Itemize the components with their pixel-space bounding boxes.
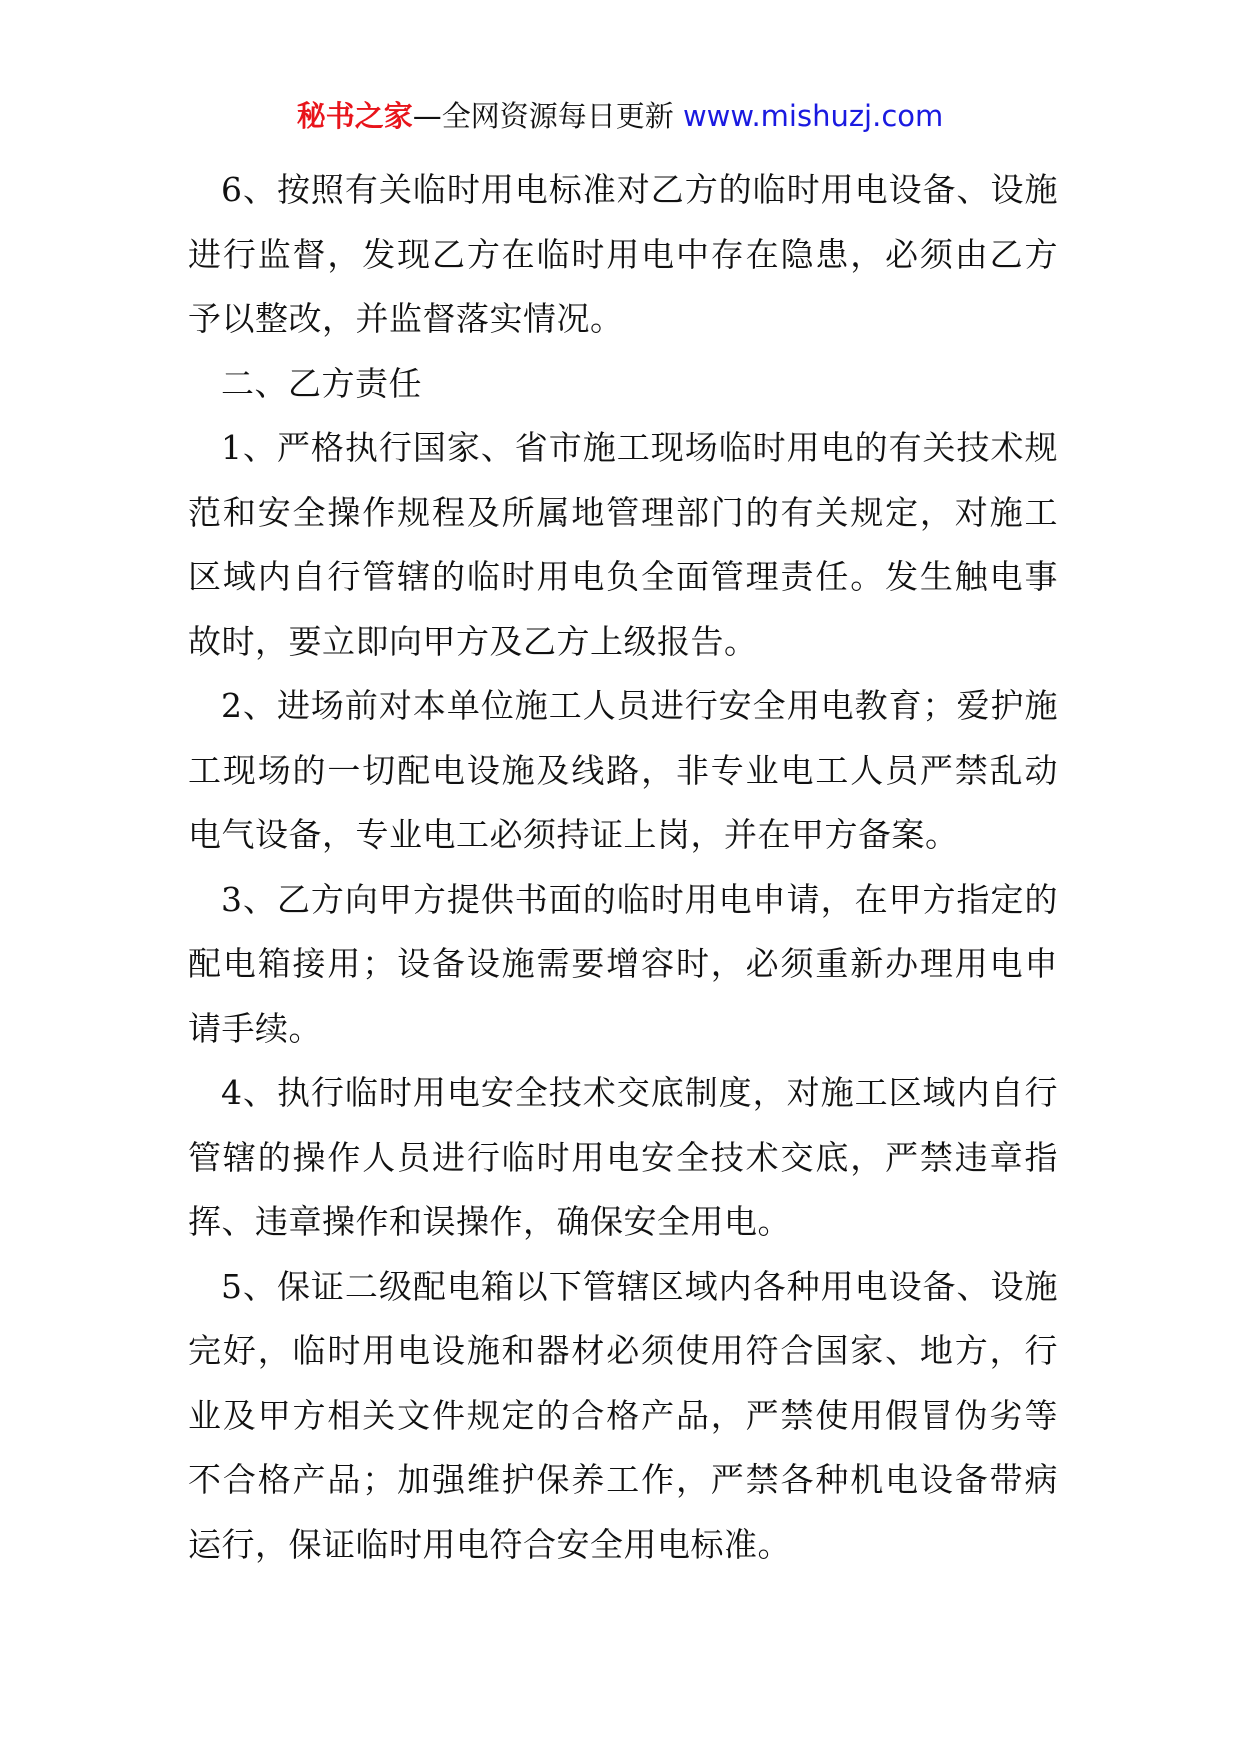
paragraph-6-party-a-supervision: 6、按照有关临时用电标准对乙方的临时用电设备、设施进行监督，发现乙方在临时用电中存在隐患，必须由乙方予以整改，并监督落实情况。 xyxy=(188,170,1058,338)
paragraph-4-technical-briefing: 4、执行临时用电安全技术交底制度，对施工区域内自行管辖的操作人员进行临时用电安全技术交底，严禁违章指挥、违章操作和误操作，确保安全用电。 xyxy=(188,1073,1058,1241)
page-header xyxy=(0,96,1240,136)
document-body xyxy=(188,158,1058,1577)
paragraph-1-technical-standards: 1、严格执行国家、省市施工现场临时用电的有关技术规范和安全操作规程及所属地管理部门的有关规定，对施工区域内自行管辖的临时用电负全面管理责任。发生触电事故时，要立即向甲方及乙方上级报告。 xyxy=(188,428,1058,661)
section-heading-party-b-responsibility: 二、乙方责任 xyxy=(221,363,422,403)
brand-name: 秘书之家 xyxy=(296,99,413,133)
header-url-link[interactable]: www.mishuzj.com xyxy=(682,99,944,133)
paragraph-5-equipment-maintenance: 5、保证二级配电箱以下管辖区域内各种用电设备、设施完好，临时用电设施和器材必须使用符合国家、地方，行业及甲方相关文件规定的合格产品，严禁使用假冒伪劣等不合格产品；加强维护保养工作，严禁各种机电设备带病运行，保证临时用电符合安全用电标准。 xyxy=(188,1266,1058,1564)
paragraph-2-safety-education: 2、进场前对本单位施工人员进行安全用电教育；爱护施工现场的一切配电设施及线路，非专业电工人员严禁乱动电气设备，专业电工必须持证上岗，并在甲方备案。 xyxy=(188,686,1058,854)
paragraph-3-power-application: 3、乙方向甲方提供书面的临时用电申请，在甲方指定的配电箱接用；设备设施需要增容时，必须重新办理用电申请手续。 xyxy=(188,879,1058,1048)
header-tagline: —全网资源每日更新 xyxy=(412,99,674,133)
